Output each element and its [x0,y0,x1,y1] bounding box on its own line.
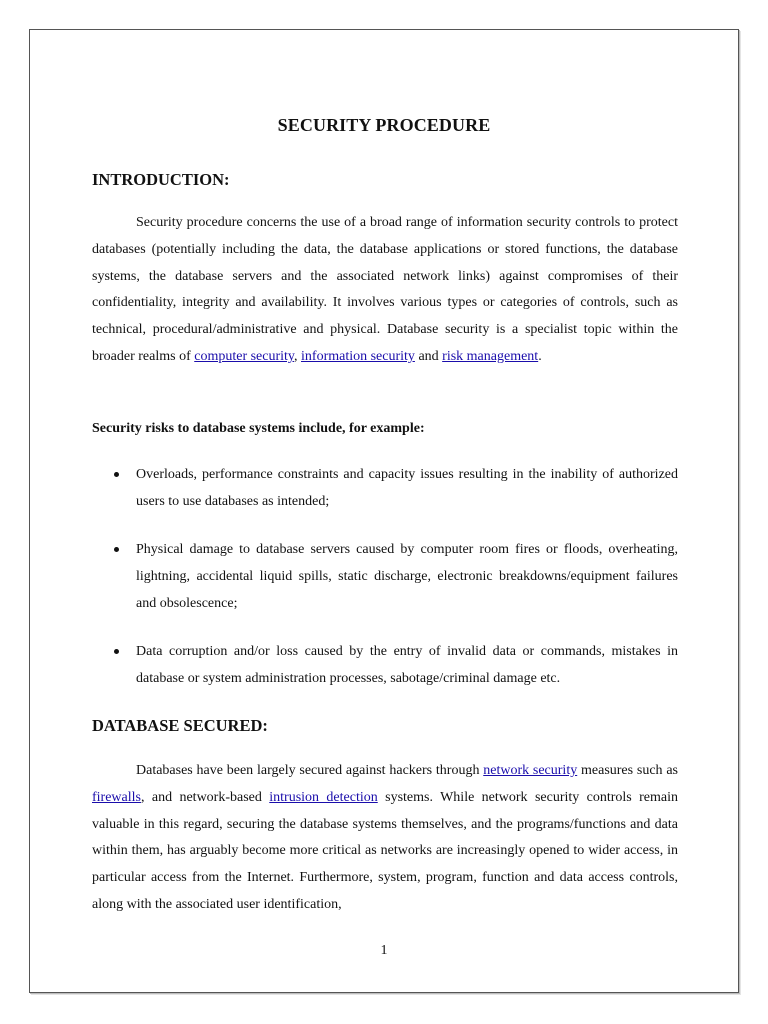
introduction-paragraph [92,210,678,371]
document-page [29,29,739,993]
information-security-link[interactable]: information security [301,348,415,364]
list-item-text: Overloads, performance constraints and capacity issues resulting in the inability of authorized users to use databases as intended; [136,467,678,509]
firewalls-link[interactable]: firewalls [92,789,141,805]
secured-text-4: systems. While network security controls remain valuable in this regard, securing the database systems themselves, and the programs/functions and data within them, has arguably become more critical as networks are increasingly opened to wider access, in particular access from the Internet. Furthermore, system, program, function and data access controls, along with the associated user identification, [92,789,678,912]
list-item [92,461,678,515]
database-secured-paragraph [92,758,678,919]
intro-separator-2: and [414,348,443,364]
secured-text-1: Databases have been largely secured against hackers through [136,763,484,778]
risk-management-link[interactable]: risk management [442,348,539,364]
document-title: SECURITY PROCEDURE [277,115,491,135]
risks-subheading: Security risks to database systems include, for example: [92,421,425,436]
secured-text-2: measures such as [577,763,678,778]
risks-list [92,461,678,713]
page-number: 1 [380,943,388,958]
intro-separator-1: , [294,348,302,364]
intrusion-detection-link[interactable]: intrusion detection [269,789,378,805]
bullet-icon [114,649,119,654]
database-secured-heading: DATABASE SECURED: [92,716,268,735]
intro-text-1: Security procedure concerns the use of a broad range of information security controls to protect databases (potentially including the data, the database applications or stored functions, the database systems, the database servers and the associated network links) against compromises of their confidentiality, integrity and availability. It involves various types or categories of controls, such as technical, procedural/administrative and physical. Database security is a specialist topic within the broader realms of [92,215,678,364]
intro-end: . [538,348,542,364]
secured-text-3: , and network-based [140,789,270,805]
computer-security-link[interactable]: computer security [194,348,295,364]
list-item-text: Physical damage to database servers caused by computer room fires or floods, overheating, lightning, accidental liquid spills, static discharge, electronic breakdowns/equipment failures and obsolescence; [136,542,678,611]
bullet-icon [114,547,119,552]
list-item [92,536,678,617]
list-item [92,638,678,692]
introduction-heading: INTRODUCTION: [92,170,230,189]
list-item-text: Data corruption and/or loss caused by the entry of invalid data or commands, mistakes in database or system administration processes, sabotage/criminal damage etc. [136,644,678,686]
bullet-icon [114,472,119,477]
network-security-link[interactable]: network security [483,763,578,778]
